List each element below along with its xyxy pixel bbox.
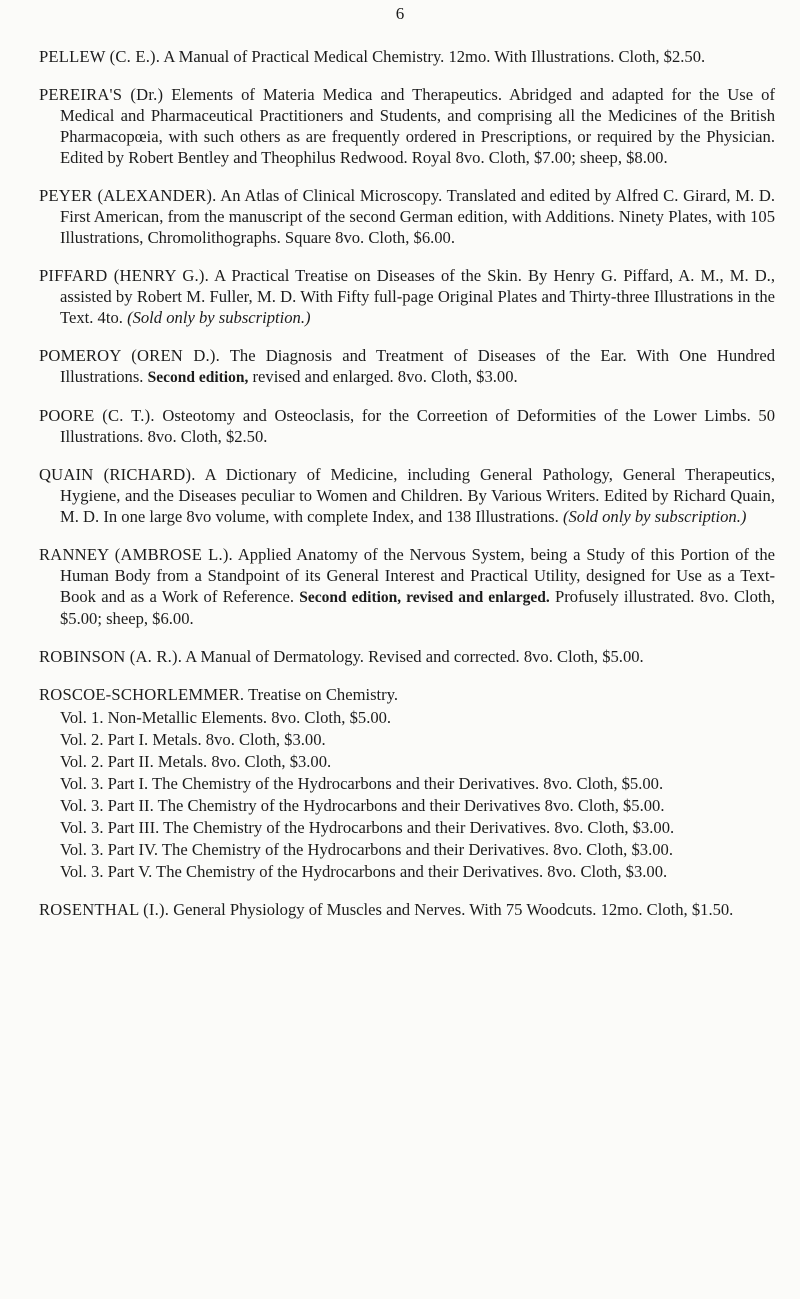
entry-text: The Diagnosis and Treatment of Diseases of the Ear. With One Hundred Illustrations. bbox=[60, 346, 775, 386]
entry-text: A Dictionary of Medicine, including General Pathology, General Therapeutics, Hygiene, and the Diseases peculiar to Women and Children. By Various Writers. Edited by Richard Quain, M. D. In one large 8vo volume, with complete Index, and 138 Illustrations. bbox=[60, 465, 775, 526]
entry-author: RANNEY (AMBROSE L.). bbox=[39, 545, 233, 564]
entry-edition: Second edition, revised and enlarged. bbox=[299, 589, 550, 606]
catalog-entry bbox=[39, 84, 775, 168]
entry-text-continued: Profusely illustrated. 8vo. Cloth, $5.00; sheep, $6.00. bbox=[60, 587, 775, 628]
catalog-entry bbox=[39, 265, 775, 328]
catalog-entry bbox=[39, 345, 775, 388]
entry-author: PEREIRA'S (Dr.) bbox=[39, 85, 164, 104]
entry-note: (Sold only by subscription.) bbox=[127, 308, 311, 327]
volume-item: Vol. 3. Part II. The Chemistry of the Hydrocarbons and their Derivatives 8vo. Cloth, $5.00. bbox=[60, 796, 665, 815]
entry-text: An Atlas of Clinical Microscopy. Translated and edited by Alfred C. Girard, M. D. First American, from the manuscript of the second German edition, with Additions. Ninety Plates, with 105 Illustrations, Chromolithographs. Square 8vo. Cloth, $6.00. bbox=[60, 186, 775, 247]
entry-author: ROSCOE-SCHORLEMMER. bbox=[39, 685, 245, 704]
volume-item: Vol. 2. Part I. Metals. 8vo. Cloth, $3.00. bbox=[60, 730, 326, 749]
volume-item: Vol. 3. Part I. The Chemistry of the Hydrocarbons and their Derivatives. 8vo. Cloth, $5.00. bbox=[60, 774, 664, 793]
page-number: 6 bbox=[395, 4, 405, 23]
entry-author: PELLEW (C. E.). bbox=[39, 47, 161, 66]
entry-text: A Manual of Practical Medical Chemistry. 12mo. With Illustrations. Cloth, $2.50. bbox=[160, 47, 706, 66]
entry-text-continued: revised and enlarged. 8vo. Cloth, $3.00. bbox=[248, 367, 518, 386]
entry-author: ROBINSON (A. R.). bbox=[39, 647, 183, 666]
volume-item: Vol. 2. Part II. Metals. 8vo. Cloth, $3.00. bbox=[60, 752, 332, 771]
catalog-entry bbox=[39, 185, 775, 248]
entry-text: Osteotomy and Osteoclasis, for the Correetion of Deformities of the Lower Limbs. 50 Illustrations. 8vo. Cloth, $2.50. bbox=[60, 406, 776, 446]
volume-item: Vol. 3. Part IV. The Chemistry of the Hydrocarbons and their Derivatives. 8vo. Cloth, $3.00. bbox=[60, 840, 673, 859]
volume-item: Vol. 1. Non-Metallic Elements. 8vo. Cloth, $5.00. bbox=[60, 708, 392, 727]
entry-author: QUAIN (RICHARD). bbox=[39, 465, 196, 484]
entry-text: Elements of Materia Medica and Therapeutics. Abridged and adapted for the Use of Medical and Pharmaceutical Practitioners and Students, and comprising all the Medicines of the British Pharmacopœia, with such others as are frequently ordered in Prescriptions, or required by the Physician. Edited by Robert Bentley and Theophilus Redwood. Royal 8vo. Cloth, $7.00; sheep, $8.00. bbox=[60, 85, 775, 167]
entry-author: ROSENTHAL (I.). bbox=[39, 900, 170, 919]
entry-edition: Second edition, bbox=[147, 369, 249, 386]
entry-note: (Sold only by subscription.) bbox=[562, 507, 747, 526]
catalog-entry bbox=[39, 899, 775, 920]
series-heading bbox=[39, 684, 775, 705]
catalog-entry bbox=[39, 405, 775, 447]
catalog-entry bbox=[39, 46, 775, 67]
entry-text: A Manual of Dermatology. Revised and corrected. 8vo. Cloth, $5.00. bbox=[182, 647, 644, 666]
entry-text: General Physiology of Muscles and Nerves. With 75 Woodcuts. 12mo. Cloth, $1.50. bbox=[169, 900, 734, 919]
entry-text: Applied Anatomy of the Nervous System, being a Study of this Portion of the Human Body from a Standpoint of its General Interest and Practical Utility, designed for Use as a Text-Book and as a Work of Reference. bbox=[60, 545, 776, 606]
entry-author: PEYER (ALEXANDER). bbox=[39, 186, 217, 205]
entry-author: POMEROY (OREN D.). bbox=[39, 346, 220, 365]
entry-text: A Practical Treatise on Diseases of the Skin. By Henry G. Piffard, A. M., M. D., assisted by Robert M. Fuller, M. D. With Fifty full-page Original Plates and Thirty-three Illustrations in the Text. 4to. bbox=[60, 266, 775, 327]
catalog-entry-series bbox=[39, 684, 775, 882]
volume-item: Vol. 3. Part III. The Chemistry of the Hydrocarbons and their Derivatives. 8vo. Cloth, $3.00. bbox=[60, 818, 675, 837]
catalog-entry bbox=[39, 464, 775, 527]
series-title: Treatise on Chemistry. bbox=[244, 685, 399, 704]
catalog-entry bbox=[39, 544, 775, 629]
entry-author: POORE (C. T.). bbox=[39, 406, 155, 425]
volume-item: Vol. 3. Part V. The Chemistry of the Hydrocarbons and their Derivatives. 8vo. Cloth, $3.00. bbox=[60, 862, 668, 881]
entry-author: PIFFARD (HENRY G.). bbox=[39, 266, 209, 285]
catalog-entries bbox=[39, 46, 775, 937]
catalog-entry bbox=[39, 646, 775, 667]
